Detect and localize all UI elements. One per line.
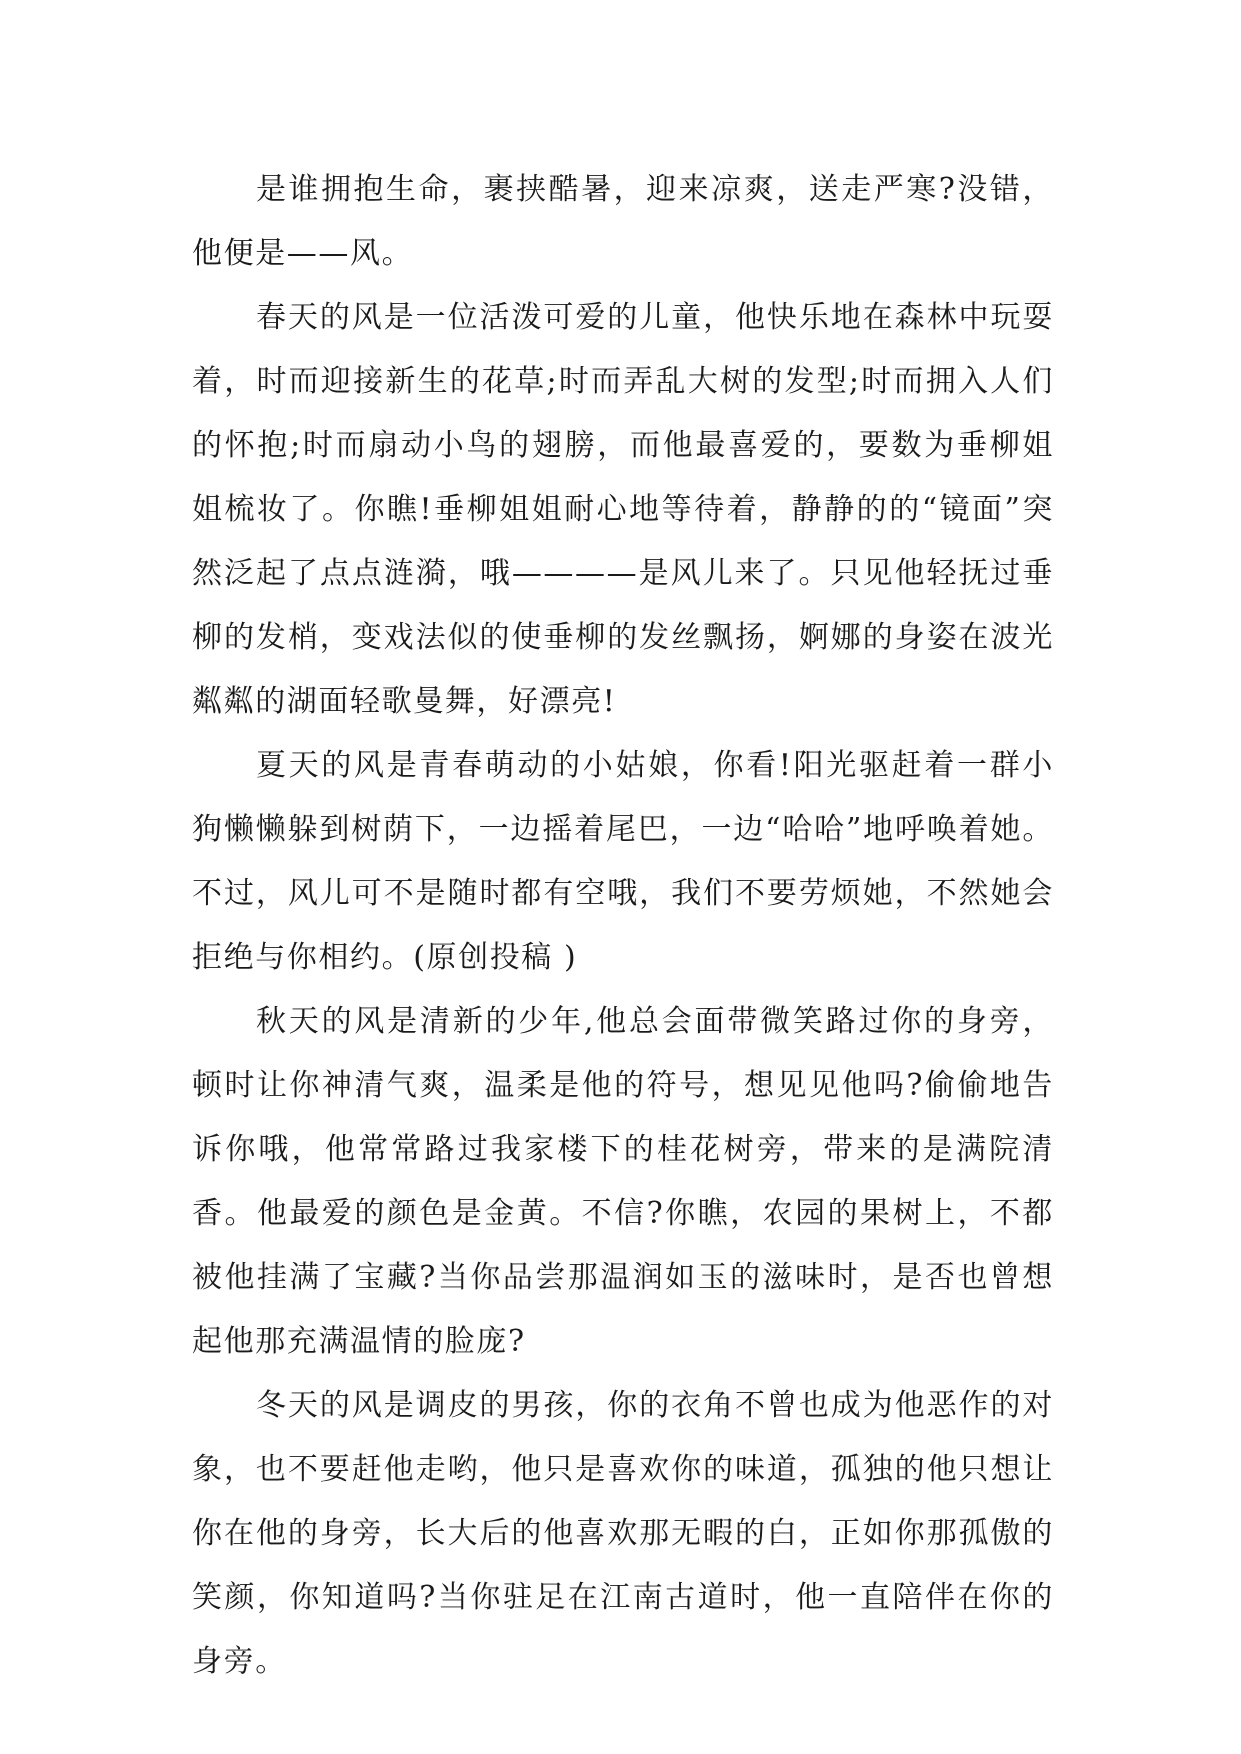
paragraph-spring: 春天的风是一位活泼可爱的儿童，他快乐地在森林中玩耍着，时而迎接新生的花草;时而弄乱大树的发型;时而拥入人们的怀抱;时而扇动小鸟的翅膀，而他最喜爱的，要数为垂柳姐姐梳妆了。你瞧!垂柳姐姐耐心地等待着，静静的的“镜面”突然泛起了点点涟漪，哦————是风儿来了。只见他轻抚过垂柳的发梢，变戏法似的使垂柳的发丝飘扬，婀娜的身姿在波光粼粼的湖面轻歌曼舞，好漂亮! xyxy=(192,300,1054,719)
essay-body xyxy=(192,158,1054,1694)
paragraph-autumn: 秋天的风是清新的少年,他总会面带微笑路过你的身旁，顿时让你神清气爽，温柔是他的符号，想见见他吗?偷偷地告诉你哦，他常常路过我家楼下的桂花树旁，带来的是满院清香。他最爱的颜色是金黄。不信?你瞧，农园的果树上，不都被他挂满了宝藏?当你品尝那温润如玉的滋味时，是否也曾想起他那充满温情的脸庞? xyxy=(192,1004,1054,1359)
paragraph-summer: 夏天的风是青春萌动的小姑娘，你看!阳光驱赶着一群小狗懒懒躲到树荫下，一边摇着尾巴，一边“哈哈”地呼唤着她。不过，风儿可不是随时都有空哦，我们不要劳烦她，不然她会拒绝与你相约。(原创投稿 ) xyxy=(192,748,1054,975)
paragraph-intro: 是谁拥抱生命，裹挟酷暑，迎来凉爽，送走严寒?没错，他便是——风。 xyxy=(192,172,1054,271)
paragraph-winter: 冬天的风是调皮的男孩，你的衣角不曾也成为他恶作的对象，也不要赶他走哟，他只是喜欢你的味道，孤独的他只想让你在他的身旁，长大后的他喜欢那无暇的白，正如你那孤傲的笑颜，你知道吗?当你驻足在江南古道时，他一直陪伴在你的身旁。 xyxy=(192,1388,1054,1679)
